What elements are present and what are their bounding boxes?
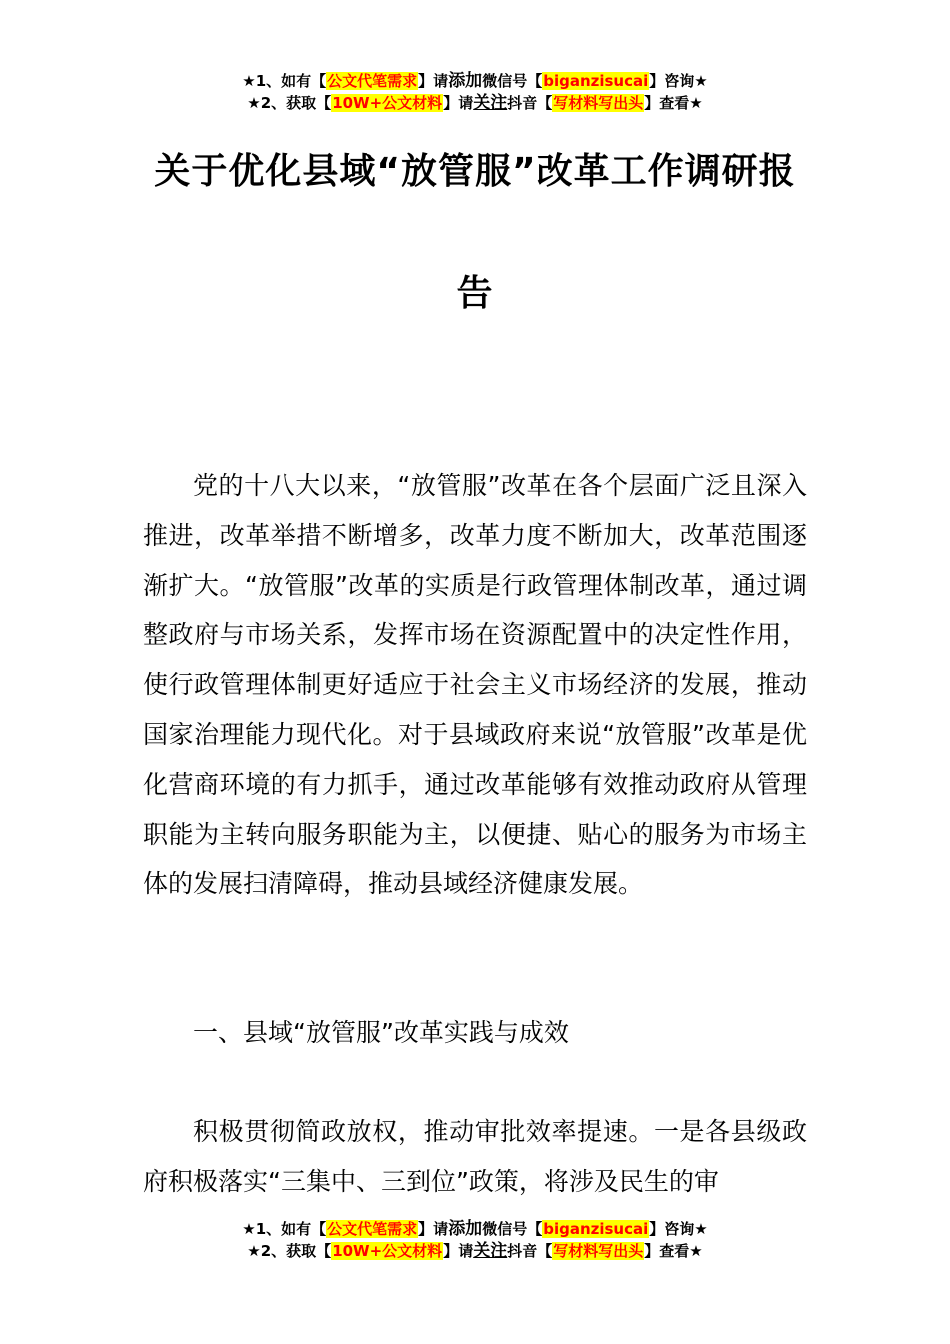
banner-text: 微信号【 (482, 1220, 543, 1238)
paragraph-text: 积极贯彻简政放权，推动审批效率提速。一是各县级政府积极落实“三集中、三到位”政策，将涉及民生的审 (143, 1117, 807, 1196)
banner-highlight: 公文代笔需求 (327, 72, 418, 90)
banner-highlight: 写材料写出头 (553, 94, 644, 112)
banner-emphasis: 添加 (448, 1219, 483, 1239)
banner-emphasis: 添加 (448, 71, 483, 91)
banner-highlight: biganzisucai (543, 1220, 649, 1238)
header-banner (0, 70, 950, 114)
banner-line-2 (0, 92, 950, 114)
document-title-line-2: 告 (456, 273, 494, 314)
banner-text: 】查看★ (644, 1242, 703, 1260)
banner-text: ★1、如有【 (242, 72, 327, 90)
banner-highlight: 10W+公文材料 (332, 1242, 443, 1260)
banner-text: 】请 (443, 94, 474, 112)
banner-highlight: biganzisucai (543, 72, 649, 90)
banner-text: 】咨询★ (649, 1220, 708, 1238)
banner-line-2 (0, 1240, 950, 1262)
banner-line-1 (0, 70, 950, 92)
banner-text: 】请 (418, 1220, 449, 1238)
paragraph-text: 党的十八大以来，“放管服”改革在各个层面广泛且深入推进，改革举措不断增多，改革力度不断加大，改革范围逐渐扩大。“放管服”改革的实质是行政管理体制改革，通过调整政府与市场关系，发挥市场在资源配置中的决定性作用，使行政管理体制更好适应于社会主义市场经济的发展，推动国家治理能力现代化。对于县域政府来说“放管服”改革是优化营商环境的有力抓手，通过改革能够有效推动政府从管理职能为主转向服务职能为主，以便捷、贴心的服务为市场主体的发展扫清障碍，推动县域经济健康发展。 (143, 471, 807, 899)
banner-emphasis: 关注 (473, 93, 508, 113)
banner-text: ★2、获取【 (247, 1242, 332, 1260)
banner-highlight: 10W+公文材料 (332, 94, 443, 112)
banner-text: ★2、获取【 (247, 94, 332, 112)
banner-text: ★1、如有【 (242, 1220, 327, 1238)
banner-text: 】请 (443, 1242, 474, 1260)
banner-text: 】查看★ (644, 94, 703, 112)
footer-banner (0, 1218, 950, 1262)
banner-emphasis: 关注 (473, 1241, 508, 1261)
banner-highlight: 公文代笔需求 (327, 1220, 418, 1238)
section-heading-1: 一、县域“放管服”改革实践与成效 (193, 1018, 569, 1047)
banner-text: 】请 (418, 72, 449, 90)
paragraph-2 (143, 1107, 807, 1207)
banner-text: 微信号【 (482, 72, 543, 90)
paragraph-1 (143, 461, 807, 909)
banner-text: 抖音【 (507, 1242, 553, 1260)
banner-highlight: 写材料写出头 (553, 1242, 644, 1260)
banner-line-1 (0, 1218, 950, 1240)
banner-text: 】咨询★ (649, 72, 708, 90)
document-title-line-1: 关于优化县域“放管服”改革工作调研报 (154, 151, 796, 192)
banner-text: 抖音【 (507, 94, 553, 112)
